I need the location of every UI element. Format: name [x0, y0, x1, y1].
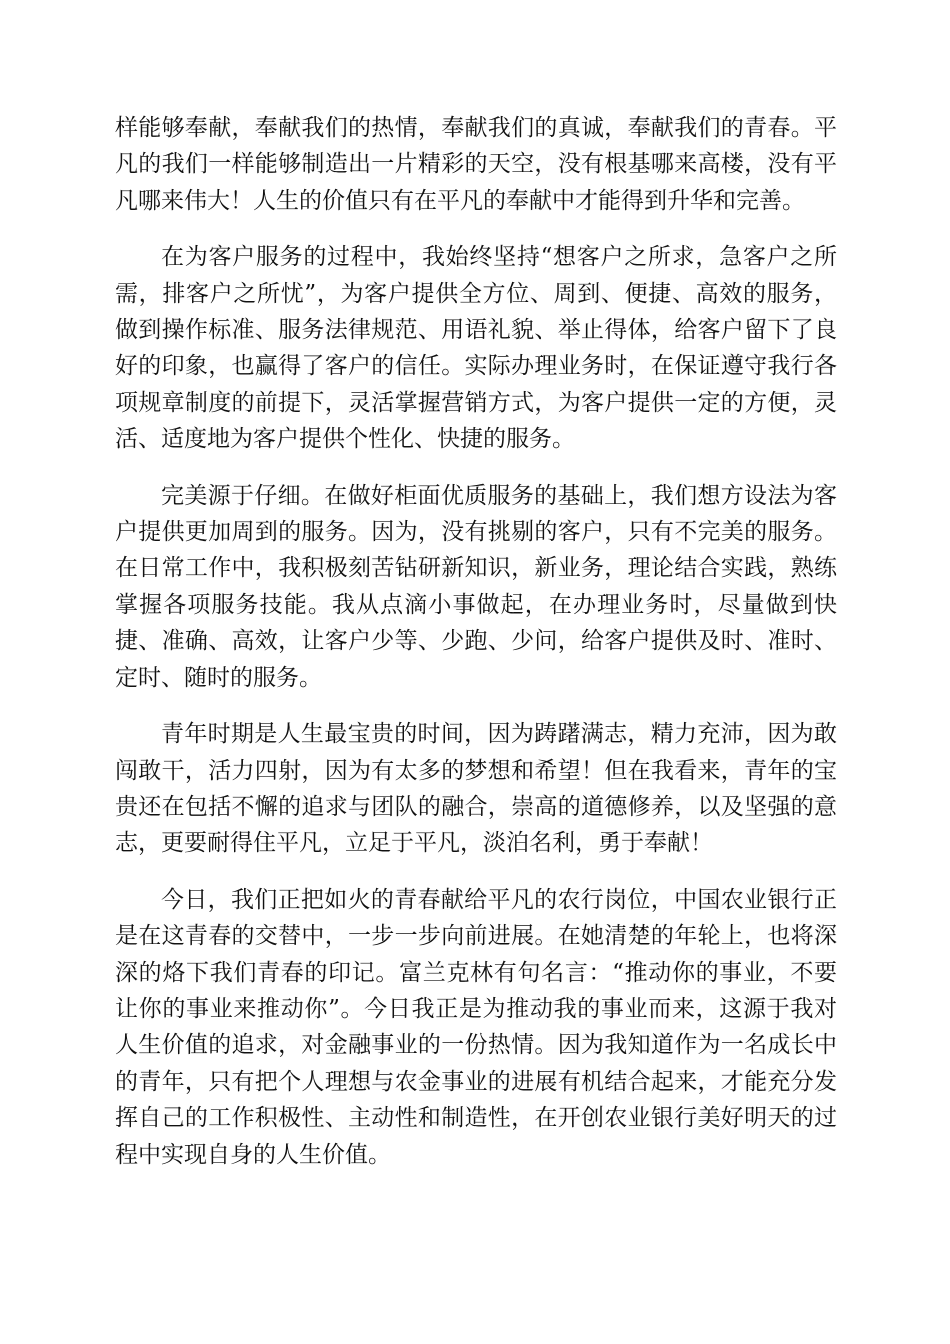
- paragraph-2: 在为客户服务的过程中，我始终坚持“想客户之所求，急客户之所需，排客户之所忧”，为客户提供全方位、周到、便捷、高效的服务，做到操作标准、服务法律规范、用语礼貌、举止得体，给客户留下了良好的印象，也赢得了客户的信任。实际办理业务时，在保证遵守我行各项规章制度的前提下，灵活掌握营销方式，为客户提供一定的方便，灵活、适度地为客户提供个性化、快捷的服务。: [115, 244, 837, 453]
- document-page: [115, 110, 837, 1193]
- paragraph-3: 完美源于仔细。在做好柜面优质服务的基础上，我们想方设法为客户提供更加周到的服务。因为，没有挑剔的客户，只有不完美的服务。在日常工作中，我积极刻苦钻研新知识，新业务，理论结合实践，熟练掌握各项服务技能。我从点滴小事做起，在办理业务时，尽量做到快捷、准确、高效，让客户少等、少跑、少问，给客户提供及时、准时、定时、随时的服务。: [115, 482, 837, 691]
- paragraph-1: 样能够奉献，奉献我们的热情，奉献我们的真诚，奉献我们的青春。平凡的我们一样能够制造出一片精彩的天空，没有根基哪来高楼，没有平凡哪来伟大！人生的价值只有在平凡的奉献中才能得到升华和完善。: [115, 115, 837, 214]
- paragraph-4: 青年时期是人生最宝贵的时间，因为踌躇满志，精力充沛，因为敢闯敢干，活力四射，因为有太多的梦想和希望！但在我看来，青年的宝贵还在包括不懈的追求与团队的融合，崇高的道德修养，以及坚强的意志，更要耐得住平凡，立足于平凡，淡泊名利，勇于奉献！: [115, 721, 837, 857]
- paragraph-5: 今日，我们正把如火的青春献给平凡的农行岗位，中国农业银行正是在这青春的交替中，一步一步向前进展。在她清楚的年轮上，也将深深的烙下我们青春的印记。富兰克林有句名言：“推动你的事业，不要让你的事业来推动你”。今日我正是为推动我的事业而来，这源于我对人生价值的追求，对金融事业的一份热情。因为我知道作为一名成长中的青年，只有把个人理想与农金事业的进展有机结合起来，才能充分发挥自己的工作积极性、主动性和制造性，在开创农业银行美好明天的过程中实现自身的人生价值。: [115, 886, 837, 1168]
